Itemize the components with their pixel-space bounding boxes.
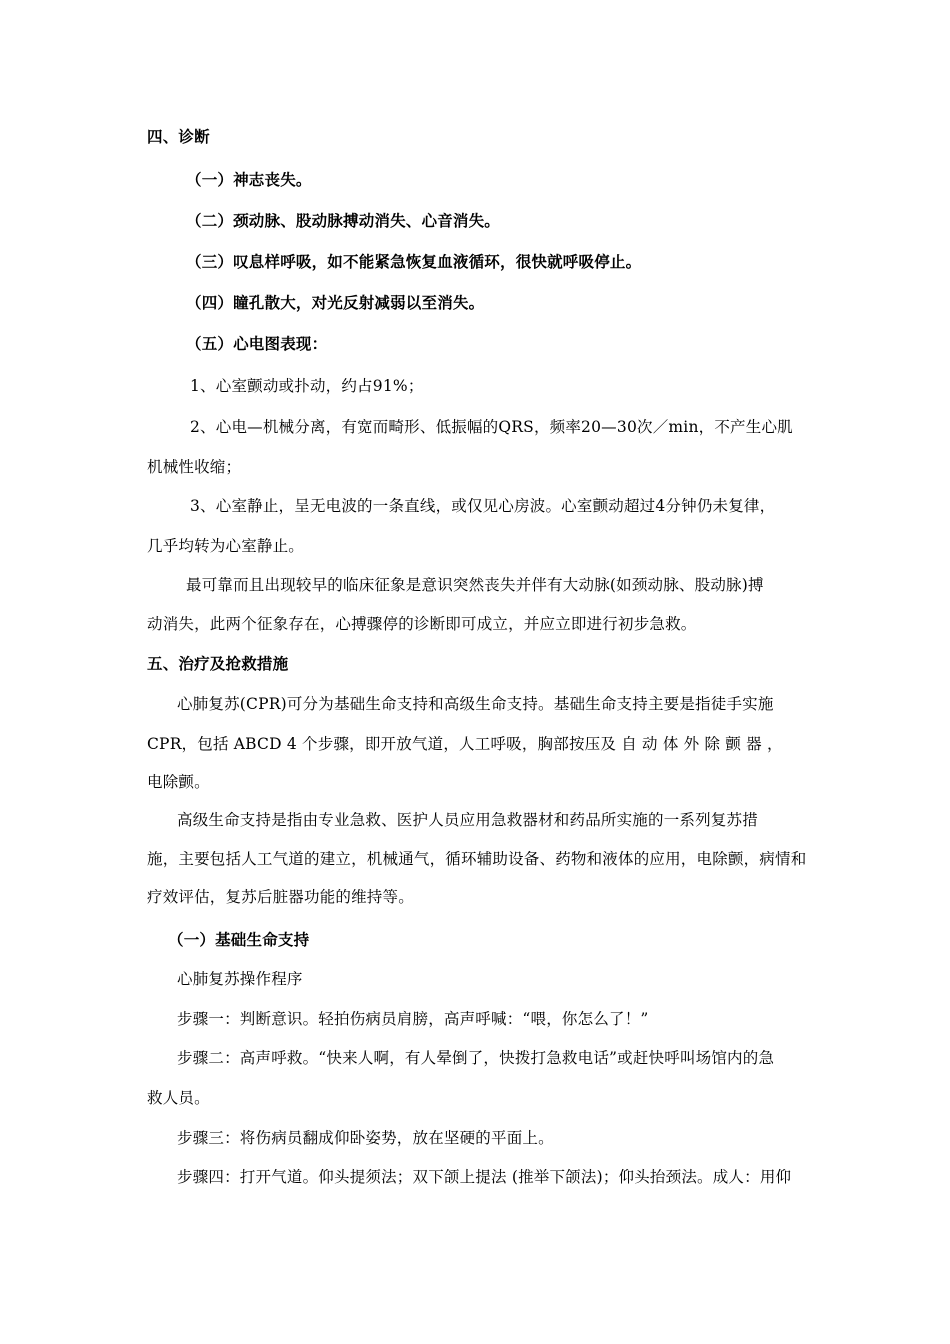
cpr-paragraph-line-2: CPR，包括 ABCD 4 个步骤，即开放气道，人工呼吸，胸部按压及 自 动 体 外 除 颤 器 ， <box>147 735 783 753</box>
step-2-line-2: 救人员。 <box>147 1089 210 1107</box>
cpr-paragraph-line-1: 心肺复苏(CPR)可分为基础生命支持和高级生命支持。基础生命支持主要是指徒手实施 <box>177 695 774 713</box>
step-2-line-1: 步骤二：高声呼救。“快来人啊，有人晕倒了，快拨打急救电话”或赶快呼叫场馆内的急 <box>177 1049 775 1067</box>
diagnosis-item-5: （五）心电图表现： <box>186 335 328 353</box>
cpr-procedure-title: 心肺复苏操作程序 <box>177 970 303 988</box>
ecg-point-2-line-1: 2、心电—机械分离，有宽而畸形、低振幅的QRS，频率20—30次／min，不产生心肌 <box>190 418 793 436</box>
advanced-support-paragraph-line-3: 疗效评估，复苏后脏器功能的维持等。 <box>147 888 414 906</box>
ecg-point-3-line-2: 几乎均转为心室静止。 <box>147 537 305 555</box>
clinical-sign-paragraph-line-2: 动消失，此两个征象存在，心搏骤停的诊断即可成立，并应立即进行初步急救。 <box>147 615 697 633</box>
advanced-support-paragraph-line-2: 施，主要包括人工气道的建立，机械通气，循环辅助设备、药物和液体的应用，电除颤，病情和 <box>147 850 807 868</box>
cpr-paragraph-line-3: 电除颤。 <box>147 773 210 791</box>
ecg-point-2-line-2: 机械性收缩； <box>147 458 242 476</box>
step-4-line-1: 步骤四：打开气道。仰头提须法；双下颌上提法 (推举下颌法)；仰头抬颈法。成人：用仰 <box>177 1168 792 1186</box>
advanced-support-paragraph-line-1: 高级生命支持是指由专业急救、医护人员应用急救器材和药品所实施的一系列复苏措 <box>177 811 758 829</box>
section-heading-treatment: 五、治疗及抢救措施 <box>147 655 289 673</box>
step-1: 步骤一：判断意识。轻拍伤病员肩膀，高声呼喊：“喂，你怎么了！” <box>177 1010 649 1028</box>
ecg-point-3-line-1: 3、心室静止，呈无电波的一条直线，或仅见心房波。心室颤动超过4分钟仍未复律， <box>190 497 776 515</box>
section-heading-diagnosis: 四、诊断 <box>147 128 210 146</box>
diagnosis-item-3: （三）叹息样呼吸，如不能紧急恢复血液循环，很快就呼吸停止。 <box>186 253 642 271</box>
diagnosis-item-1: （一）神志丧失。 <box>186 171 312 189</box>
subheading-basic-life-support: （一）基础生命支持 <box>168 931 310 949</box>
diagnosis-item-2: （二）颈动脉、股动脉搏动消失、心音消失。 <box>186 212 501 230</box>
clinical-sign-paragraph-line-1: 最可靠而且出现较早的临床征象是意识突然丧失并伴有大动脉(如颈动脉、股动脉)搏 <box>186 576 764 594</box>
ecg-point-1: 1、心室颤动或扑动，约占91%； <box>190 377 424 395</box>
step-3: 步骤三：将伤病员翻成仰卧姿势，放在坚硬的平面上。 <box>177 1129 554 1147</box>
diagnosis-item-4: （四）瞳孔散大，对光反射减弱以至消失。 <box>186 294 485 312</box>
